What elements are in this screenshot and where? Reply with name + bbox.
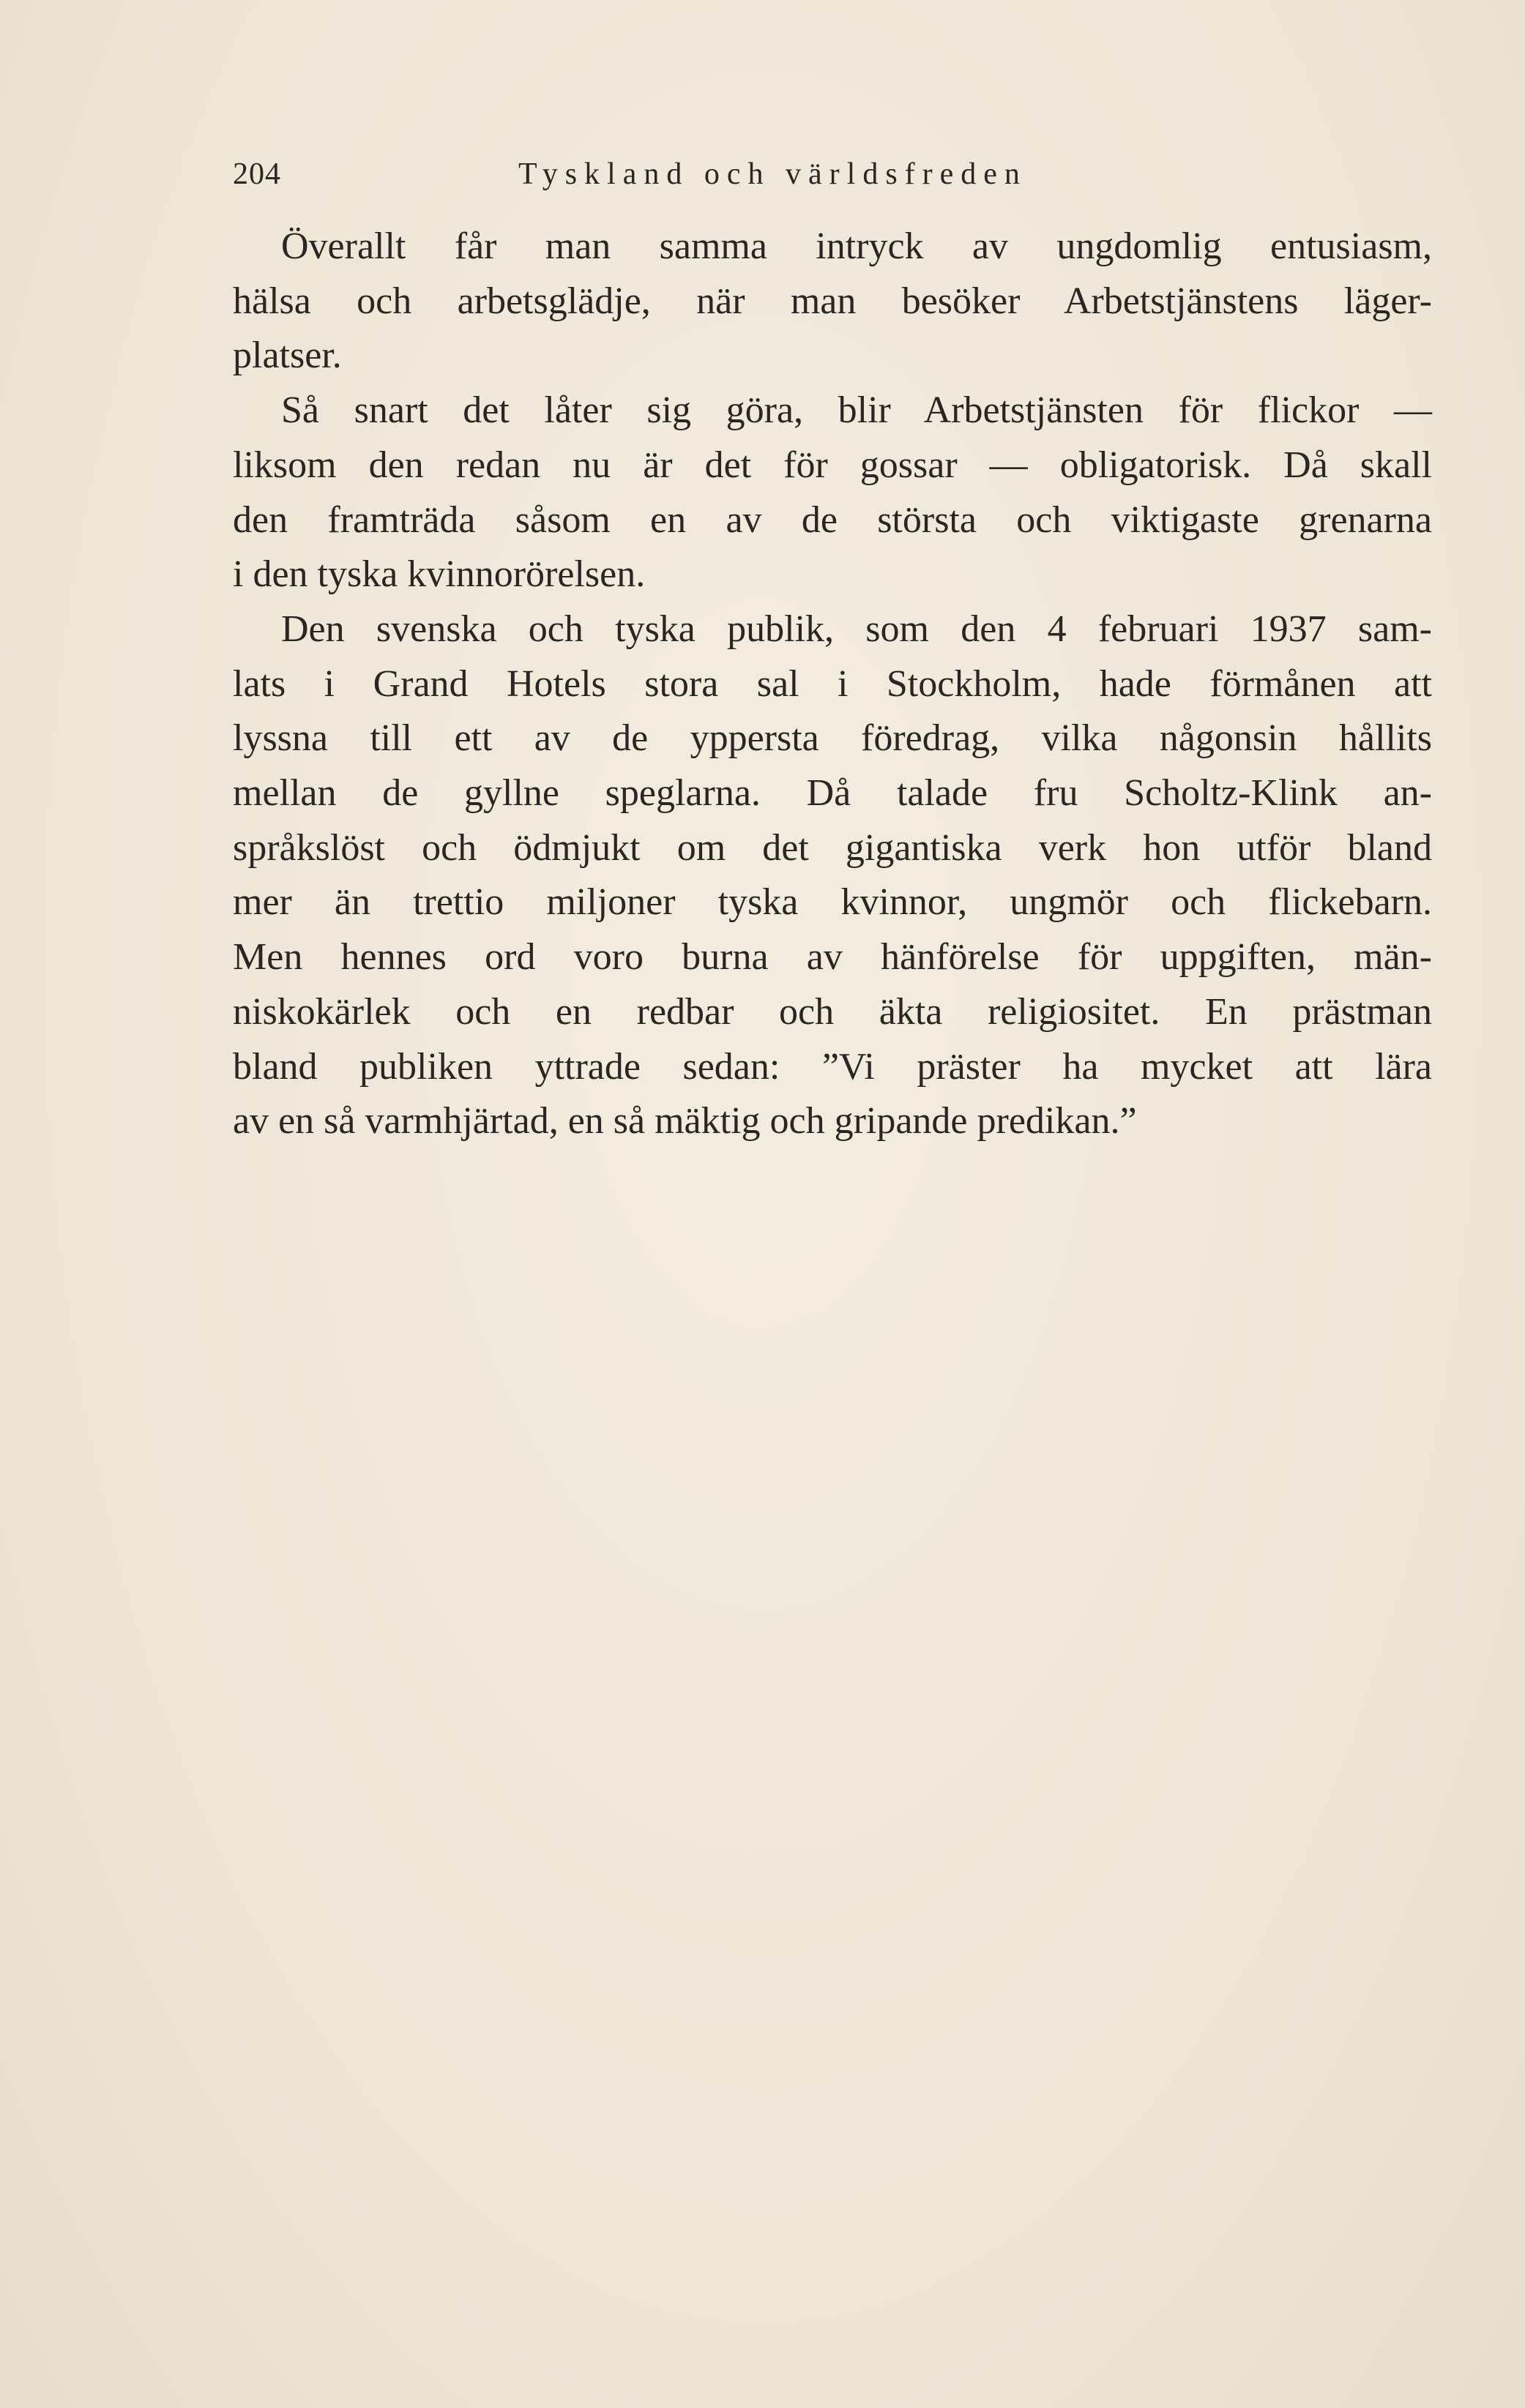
paragraph-3 — [233, 602, 1432, 1149]
text-line: mellan de gyllne speglarna. Då talade fru Scholtz-Klink an- — [233, 772, 1432, 815]
text-line: bland publiken yttrade sedan: ”Vi präster ha mycket att lära — [233, 1045, 1432, 1088]
body-text — [233, 220, 1432, 1149]
text-line: Den svenska och tyska publik, som den 4 februari 1937 sam- — [281, 607, 1432, 650]
text-line: Men hennes ord voro burna av hänförelse för uppgiften, män- — [233, 936, 1432, 979]
text-line: Så snart det låter sig göra, blir Arbetstjänsten för flickor — — [281, 389, 1432, 432]
text-line: den framträda såsom en av de största och viktigaste grenarna — [233, 498, 1432, 541]
paragraph-2 — [233, 384, 1432, 602]
text-line: lyssna till ett av de yppersta föredrag, vilka någonsin hållits — [233, 717, 1432, 760]
text-line: i den tyska kvinnorörelsen. — [233, 553, 646, 596]
text-line: språkslöst och ödmjukt om det gigantiska verk hon utför bland — [233, 826, 1432, 869]
running-title: Tyskland och världsfreden — [518, 157, 1027, 191]
text-line: av en så varmhjärtad, en så mäktig och gripande predikan.” — [233, 1100, 1137, 1143]
text-line: lats i Grand Hotels stora sal i Stockholm, hade förmånen att — [233, 662, 1432, 705]
text-line: Överallt får man samma intryck av ungdomlig entusiasm, — [281, 225, 1432, 267]
running-head — [233, 152, 1432, 196]
text-line: liksom den redan nu är det för gossar — obligatorisk. Då skall — [233, 444, 1432, 486]
text-line: niskokärlek och en redbar och äkta religiositet. En prästman — [233, 990, 1432, 1033]
text-line: mer än trettio miljoner tyska kvinnor, ungmör och flickebarn. — [233, 881, 1432, 924]
text-line: hälsa och arbetsglädje, när man besöker Arbetstjänstens läger- — [233, 280, 1432, 322]
paragraph-1 — [233, 220, 1432, 384]
page-number: 204 — [233, 157, 281, 191]
text-line: platser. — [233, 334, 342, 377]
